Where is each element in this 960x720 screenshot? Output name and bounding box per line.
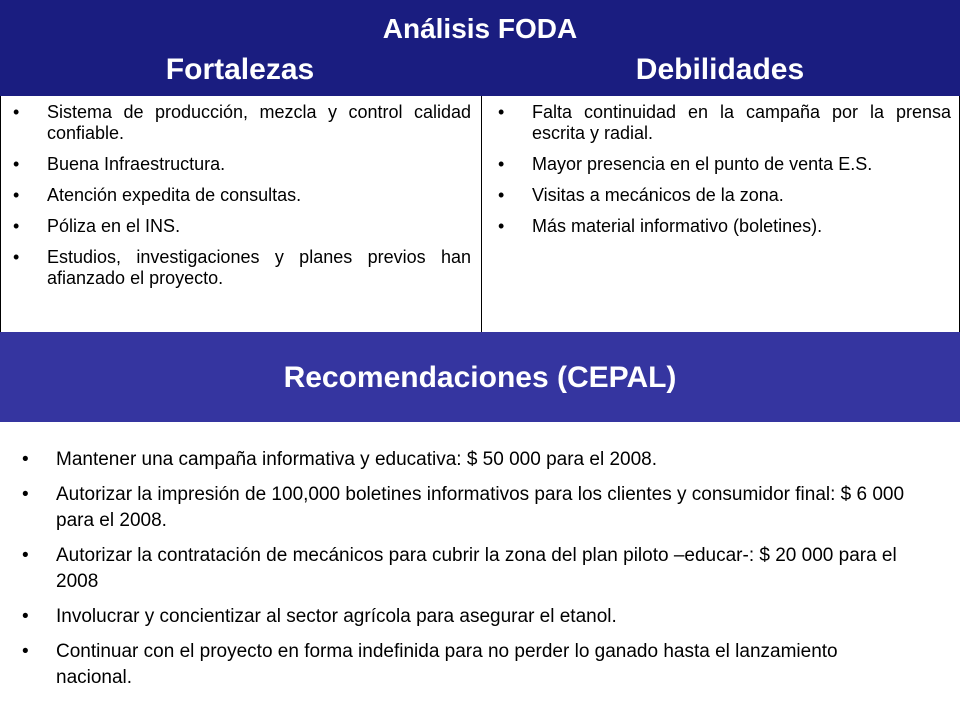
recomendaciones-title: Recomendaciones (CEPAL)	[283, 361, 677, 394]
recomendacion-text: Autorizar la impresión de 100,000 boletines informativos para los clientes y consumidor final: $ 6 000 para el 2008.	[56, 484, 905, 531]
recomendacion-item	[18, 639, 910, 691]
recomendacion-item	[18, 604, 910, 630]
bullet-icon: •	[13, 216, 20, 236]
page-title: Análisis FODA	[382, 13, 578, 44]
fortalezas-column	[1, 96, 482, 332]
fortaleza-text: Atención expedita de consultas.	[47, 185, 302, 205]
fortaleza-item	[9, 154, 471, 175]
recomendacion-text: Mantener una campaña informativa y educativa: $ 50 000 para el 2008.	[56, 449, 657, 470]
bullet-icon: •	[13, 154, 20, 174]
fortaleza-text: Buena Infraestructura.	[47, 154, 226, 174]
debilidades-heading: Debilidades	[635, 53, 805, 86]
bullet-icon: •	[22, 545, 29, 566]
fortaleza-text: Sistema de producción, mezcla y control calidad confiable.	[47, 102, 471, 143]
bullet-icon: •	[22, 449, 29, 470]
debilidad-item	[494, 102, 951, 144]
fortaleza-text: Estudios, investigaciones y planes previos han afianzado el proyecto.	[47, 247, 471, 288]
bullet-icon: •	[13, 247, 20, 267]
recomendaciones-band	[0, 332, 960, 422]
foda-table	[0, 96, 960, 332]
bullet-icon: •	[22, 606, 29, 627]
fortaleza-item	[9, 102, 471, 144]
fortaleza-item	[9, 185, 471, 206]
debilidad-item	[494, 216, 951, 237]
recomendacion-item	[18, 543, 910, 595]
bullet-icon: •	[498, 102, 505, 122]
recomendacion-text: Involucrar y concientizar al sector agrícola para asegurar el etanol.	[56, 606, 617, 627]
bullet-icon: •	[22, 484, 29, 505]
fortalezas-heading: Fortalezas	[165, 53, 315, 86]
recomendacion-text: Continuar con el proyecto en forma indefinida para no perder lo ganado hasta el lanzamiento nacional.	[56, 641, 838, 688]
debilidades-column	[482, 96, 960, 332]
debilidad-item	[494, 185, 951, 206]
fortaleza-item	[9, 216, 471, 237]
bullet-icon: •	[13, 185, 20, 205]
fortaleza-text: Póliza en el INS.	[47, 216, 181, 236]
bullet-icon: •	[498, 154, 505, 174]
debilidad-text: Visitas a mecánicos de la zona.	[532, 185, 784, 205]
bullet-icon: •	[13, 102, 20, 122]
recomendacion-item	[18, 447, 910, 473]
debilidad-text: Falta continuidad en la campaña por la prensa escrita y radial.	[532, 102, 951, 143]
fortaleza-item	[9, 247, 471, 289]
foda-header	[0, 0, 960, 96]
debilidad-text: Más material informativo (boletines).	[532, 216, 823, 236]
recomendacion-text: Autorizar la contratación de mecánicos para cubrir la zona del plan piloto –educar-: $ 20 000 para el 2008	[56, 545, 897, 592]
recomendacion-item	[18, 482, 910, 534]
bullet-icon: •	[22, 641, 29, 662]
debilidad-item	[494, 154, 951, 175]
recomendaciones-list	[18, 447, 910, 700]
bullet-icon: •	[498, 216, 505, 236]
bullet-icon: •	[498, 185, 505, 205]
debilidad-text: Mayor presencia en el punto de venta E.S.	[532, 154, 873, 174]
